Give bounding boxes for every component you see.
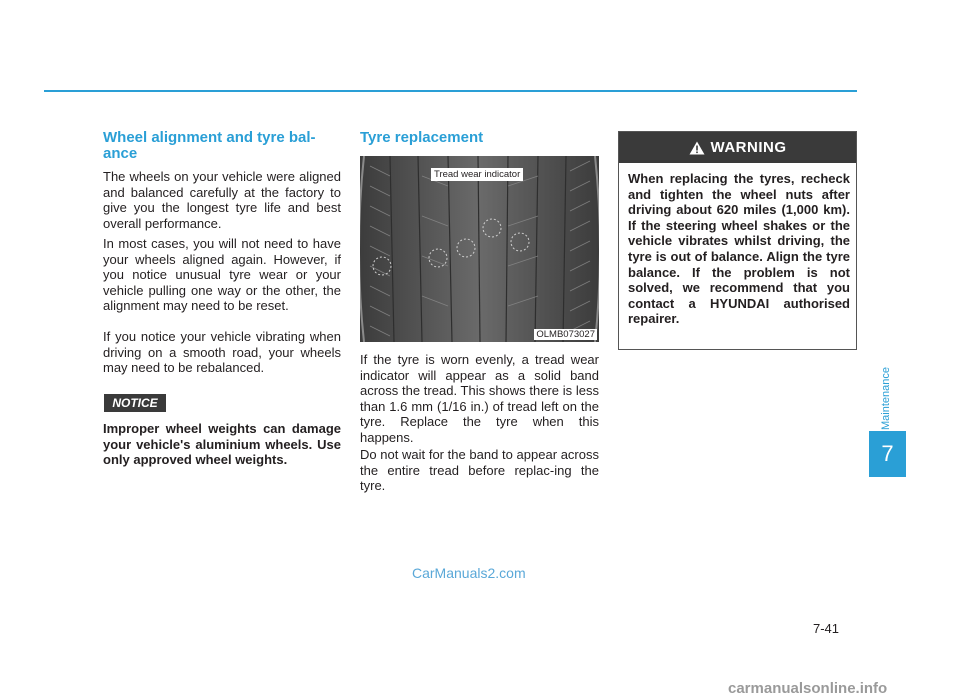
watermark: CarManuals2.com [412, 565, 526, 581]
notice-badge: NOTICE [104, 394, 166, 412]
chapter-tab: 7 [869, 431, 906, 477]
section-heading-tyre-replacement: Tyre replacement [360, 129, 484, 146]
paragraph: If the tyre is worn evenly, a tread wear indicator will appear as a solid band across the tread. This shows there is less than 1.6 mm (1/16 in.) of tread left on the tyre. Replace the tyre when this happens. [360, 352, 599, 445]
tyre-tread-illustration [360, 156, 599, 342]
paragraph: Do not wait for the band to appear across the entire tread before replac-ing the tyre. [360, 447, 599, 493]
paragraph: The wheels on your vehicle were aligned and balanced carefully at the factory to give you the longest tyre life and best overall performance. [103, 169, 341, 231]
page-number: 7-41 [813, 621, 840, 636]
top-rule [44, 90, 857, 92]
paragraph: In most cases, you will not need to have your wheels aligned again. However, if you notice unusual tyre wear or your vehicle pulling one way or the other, the alignment may need to be reset. [103, 236, 341, 313]
tyre-tread-figure [360, 156, 599, 342]
warning-triangle-icon [689, 141, 705, 155]
figure-label: Tread wear indicator [431, 168, 523, 181]
watermark: carmanualsonline.info [728, 680, 888, 697]
warning-box [618, 131, 857, 350]
warning-title: WARNING [710, 139, 787, 156]
section-heading-wheel-alignment: Wheel alignment and tyre bal-ance [103, 129, 316, 162]
section-side-label: Maintenance [880, 367, 892, 430]
notice-text: Improper wheel weights can damage your vehicle's aluminium wheels. Use only approved wheel weights. [103, 421, 341, 467]
paragraph: If you notice your vehicle vibrating when driving on a smooth road, your wheels may need to be rebalanced. [103, 329, 341, 375]
figure-code: OLMB073027 [536, 329, 595, 340]
warning-header [619, 132, 856, 163]
warning-text: When replacing the tyres, recheck and tighten the wheel nuts after driving about 620 miles (1,000 km). If the steering wheel shakes or the vehicle vibrates whilst driving, the tyre is out of balance. Align the tyre balance. If the problem is not solved, we recommend that you contact a HYUNDAI authorised repairer. [628, 171, 850, 327]
